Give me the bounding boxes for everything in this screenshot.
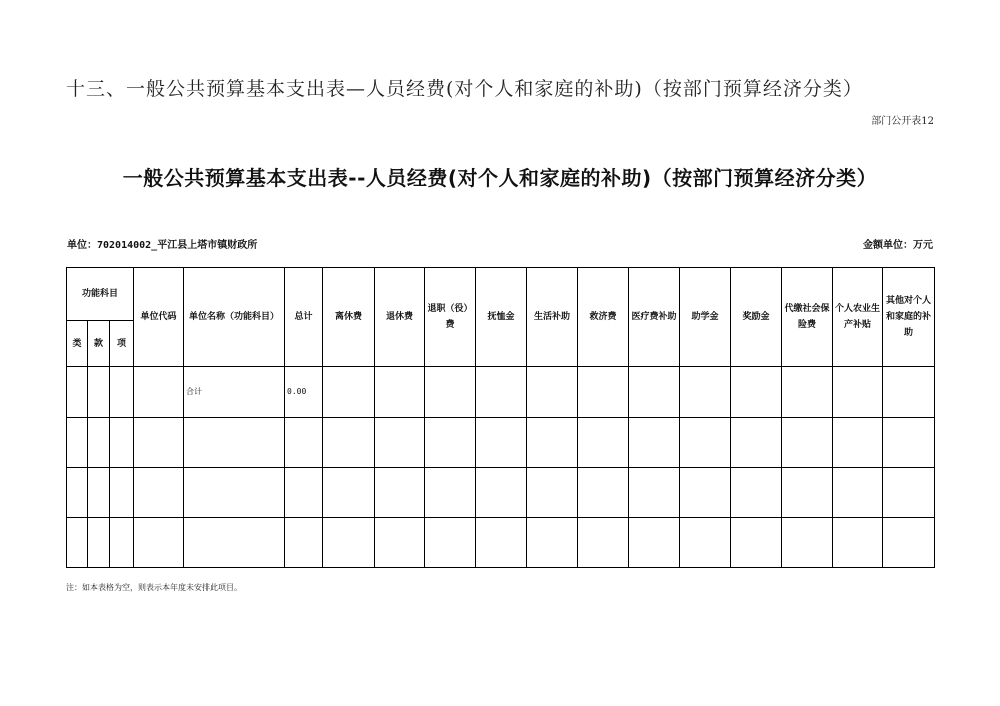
cell-c1 <box>323 367 375 418</box>
cell-name: 合计 <box>184 367 285 418</box>
cell-xiang <box>110 418 134 468</box>
table-title: 一般公共预算基本支出表--人员经费(对个人和家庭的补助)（按部门预算经济分类） <box>122 166 878 190</box>
cell-name <box>184 518 285 568</box>
cell-c11 <box>833 418 883 468</box>
cell-c6 <box>578 518 629 568</box>
cell-c12 <box>883 518 935 568</box>
cell-lei <box>67 418 88 468</box>
header-compensation: 抚恤金 <box>476 268 527 367</box>
cell-c12 <box>883 468 935 518</box>
cell-c2 <box>375 468 425 518</box>
cell-c11 <box>833 468 883 518</box>
cell-c7 <box>629 468 680 518</box>
cell-lei <box>67 367 88 418</box>
cell-c4 <box>476 468 527 518</box>
cell-total: 0.00 <box>285 367 323 418</box>
cell-c5 <box>527 468 578 518</box>
cell-c11 <box>833 367 883 418</box>
cell-c6 <box>578 367 629 418</box>
cell-c8 <box>680 518 731 568</box>
amount-unit: 金额单位：万元 <box>863 240 933 251</box>
cell-xiang <box>110 518 134 568</box>
header-retiree-fee: 离休费 <box>323 268 375 367</box>
table-row <box>67 418 935 468</box>
cell-kuan <box>88 367 110 418</box>
header-unit-name: 单位名称（功能科目） <box>184 268 285 367</box>
header-lei: 类 <box>67 321 88 367</box>
cell-kuan <box>88 468 110 518</box>
cell-c7 <box>629 367 680 418</box>
cell-c10 <box>782 468 833 518</box>
header-kuan: 款 <box>88 321 110 367</box>
cell-lei <box>67 518 88 568</box>
cell-kuan <box>88 518 110 568</box>
cell-c4 <box>476 367 527 418</box>
unit-prefix: 单位： <box>67 240 97 251</box>
header-scholarship: 助学金 <box>680 268 731 367</box>
table-row <box>67 367 935 418</box>
cell-code <box>134 518 184 568</box>
header-medical-subsidy: 医疗费补助 <box>629 268 680 367</box>
cell-c6 <box>578 418 629 468</box>
cell-c6 <box>578 468 629 518</box>
cell-c7 <box>629 418 680 468</box>
header-xiang: 项 <box>110 321 134 367</box>
cell-c3 <box>425 418 476 468</box>
unit-label <box>67 236 257 251</box>
cell-code <box>134 367 184 418</box>
cell-code <box>134 468 184 518</box>
header-living-subsidy: 生活补助 <box>527 268 578 367</box>
cell-c5 <box>527 518 578 568</box>
table-row <box>67 468 935 518</box>
cell-c3 <box>425 518 476 568</box>
cell-c10 <box>782 518 833 568</box>
header-pension: 退休费 <box>375 268 425 367</box>
footnote: 注：如本表格为空，则表示本年度未安排此项目。 <box>66 583 242 592</box>
cell-c2 <box>375 518 425 568</box>
header-social-insurance: 代缴社会保险费 <box>782 268 833 367</box>
cell-c2 <box>375 418 425 468</box>
header-total: 总计 <box>285 268 323 367</box>
cell-c8 <box>680 418 731 468</box>
cell-c9 <box>731 367 782 418</box>
header-function-subject: 功能科目 <box>67 268 134 321</box>
cell-total <box>285 418 323 468</box>
cell-c12 <box>883 367 935 418</box>
cell-c1 <box>323 468 375 518</box>
cell-xiang <box>110 367 134 418</box>
cell-total <box>285 468 323 518</box>
header-resignation-fee: 退职（役）费 <box>425 268 476 367</box>
unit-value: 702014002_平江县上塔市镇财政所 <box>97 240 258 251</box>
table-row <box>67 518 935 568</box>
cell-c11 <box>833 518 883 568</box>
cell-xiang <box>110 468 134 518</box>
cell-c2 <box>375 367 425 418</box>
cell-c3 <box>425 367 476 418</box>
cell-c7 <box>629 518 680 568</box>
header-unit-code: 单位代码 <box>134 268 184 367</box>
cell-name <box>184 468 285 518</box>
cell-c1 <box>323 418 375 468</box>
cell-c9 <box>731 518 782 568</box>
cell-c5 <box>527 367 578 418</box>
cell-c12 <box>883 418 935 468</box>
section-heading: 十三、一般公共预算基本支出表—人员经费(对个人和家庭的补助)（按部门预算经济分类） <box>66 78 863 100</box>
cell-c8 <box>680 468 731 518</box>
header-reward: 奖励金 <box>731 268 782 367</box>
cell-code <box>134 418 184 468</box>
header-other-subsidy: 其他对个人和家庭的补助 <box>883 268 935 367</box>
expenditure-table <box>66 267 935 568</box>
cell-c8 <box>680 367 731 418</box>
header-agri-subsidy: 个人农业生产补贴 <box>833 268 883 367</box>
cell-kuan <box>88 418 110 468</box>
cell-c4 <box>476 518 527 568</box>
cell-c4 <box>476 418 527 468</box>
cell-c1 <box>323 518 375 568</box>
cell-c10 <box>782 418 833 468</box>
header-relief-fee: 救济费 <box>578 268 629 367</box>
cell-c9 <box>731 418 782 468</box>
cell-c3 <box>425 468 476 518</box>
cell-lei <box>67 468 88 518</box>
cell-c5 <box>527 418 578 468</box>
cell-name <box>184 418 285 468</box>
cell-c10 <box>782 367 833 418</box>
form-code: 部门公开表12 <box>871 116 934 127</box>
cell-total <box>285 518 323 568</box>
cell-c9 <box>731 468 782 518</box>
